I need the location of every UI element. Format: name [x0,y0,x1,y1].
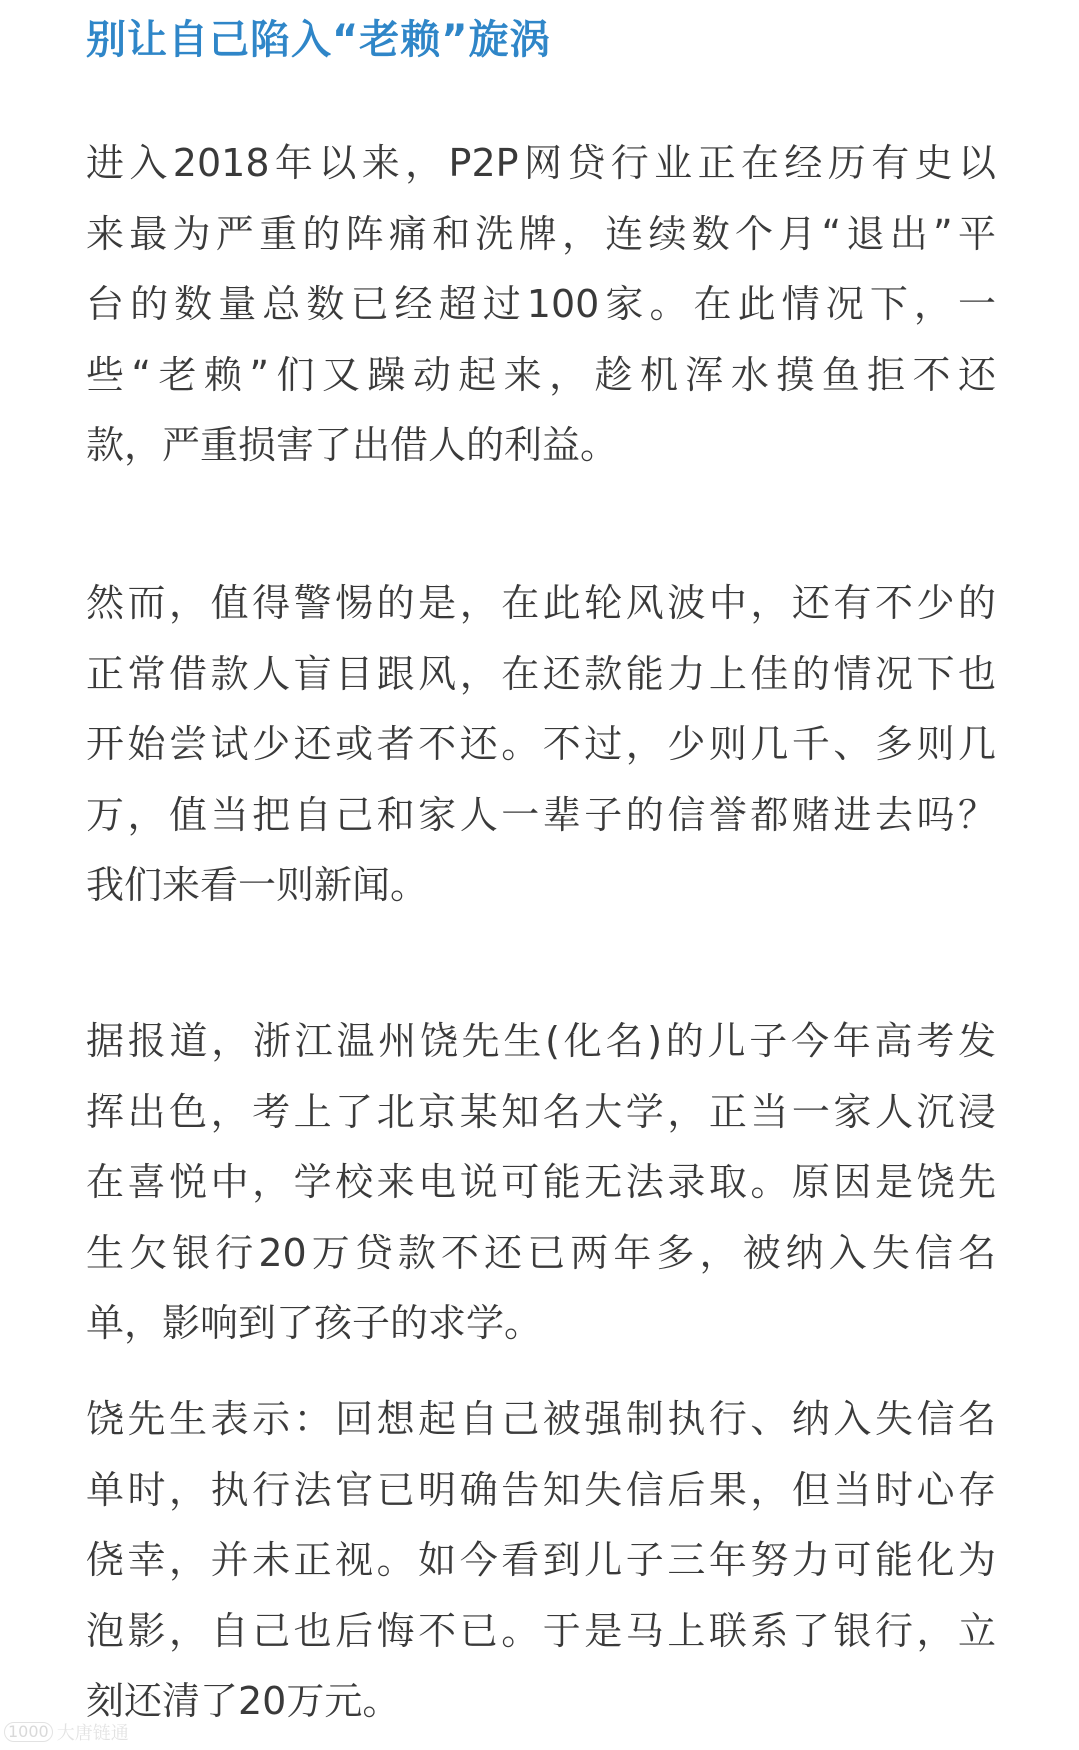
paragraph-line: 生欠银行20万贷款不还已两年多，被纳入失信名 [86,1230,996,1275]
paragraph-1 [86,128,1006,481]
paragraph-4 [86,1384,1006,1737]
paragraph-line: 据报道，浙江温州饶先生(化名)的儿子今年高考发 [86,1019,996,1063]
watermark [4,1718,129,1746]
paragraph-2 [86,568,1006,921]
paragraph-line: 饶先生表示：回想起自己被强制执行、纳入失信名 [86,1397,996,1441]
paragraph-line: 万，值当把自己和家人一辈子的信誉都赌进去吗？ [86,792,996,837]
paragraph-3 [86,1006,1006,1359]
paragraph-line: 泡影，自己也后悔不已。于是马上联系了银行，立 [86,1608,996,1653]
paragraph-line: 侥幸，并未正视。如今看到儿子三年努力可能化为 [86,1538,996,1582]
paragraph-line: 在喜悦中，学校来电说可能无法录取。原因是饶先 [86,1160,996,1204]
paragraph-line: 单时，执行法官已明确告知失信后果，但当时心存 [86,1467,996,1512]
paragraph-line: 台的数量总数已经超过100家。在此情况下，一 [86,282,996,326]
paragraph-line: 开始尝试少还或者不还。不过，少则几千、多则几 [86,722,996,766]
paragraph-line: 进入2018年以来，P2P网贷行业正在经历有史以 [86,141,996,185]
watermark-text: 大唐链通 [56,1723,129,1744]
section-heading: 别让自己陷入“老赖”旋涡 [86,17,551,63]
paragraph-line: 些“老赖”们又躁动起来，趁机浑水摸鱼拒不还 [86,352,996,397]
paragraph-line: 然而，值得警惕的是，在此轮风波中，还有不少的 [86,581,996,625]
paragraph-line: 来最为严重的阵痛和洗牌，连续数个月“退出”平 [86,211,996,256]
watermark-logo-icon: 1000 [4,1722,53,1742]
paragraph-line: 单，影响到了孩子的求学。 [86,1301,543,1345]
paragraph-line: 款，严重损害了出借人的利益。 [86,423,619,467]
paragraph-line: 刻还清了20万元。 [86,1679,401,1723]
paragraph-line: 正常借款人盲目跟风，在还款能力上佳的情况下也 [86,651,996,696]
paragraph-line: 我们来看一则新闻。 [86,863,429,907]
paragraph-line: 挥出色，考上了北京某知名大学，正当一家人沉浸 [86,1089,996,1134]
